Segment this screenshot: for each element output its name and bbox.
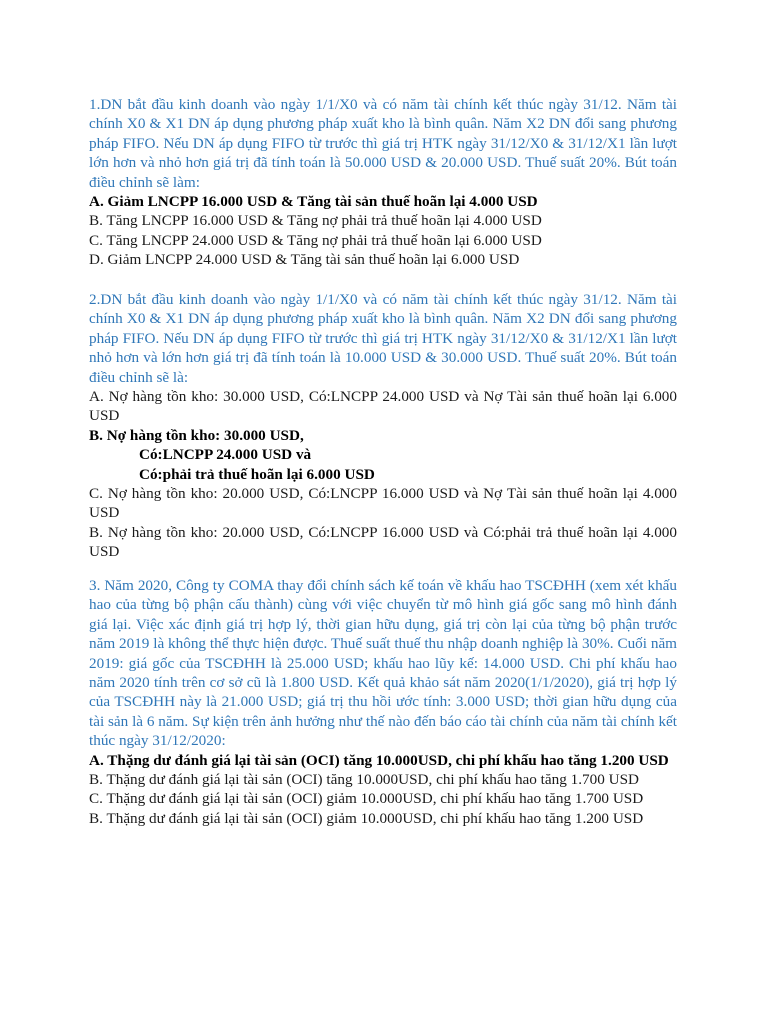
question-3-option-b: B. Thặng dư đánh giá lại tài sản (OCI) tăng 10.000USD, chi phí khấu hao tăng 1.700 USD [89, 771, 639, 789]
question-2-option-b-line-3: Có:phải trả thuế hoãn lại 6.000 USD [139, 465, 375, 483]
question-1-option-a: A. Giảm LNCPP 16.000 USD & Tăng tài sản thuế hoãn lại 4.000 USD [89, 193, 538, 211]
question-2-stem: 2.DN bắt đầu kinh doanh vào ngày 1/1/X0 và có năm tài chính kết thúc ngày 31/12. Năm tài chính X0 & X1 DN áp dụng phương pháp xuất kho là bình quân. Năm X2 DN đổi sang phương pháp FIFO. Nếu DN áp dụng FIFO từ trước thì giá trị HTK ngày 31/12/X0 & 31/12/X1 lần lượt nhỏ hơn và lớn hơn giá trị đã tính toán là 10.000 USD & 30.000 USD. Thuế suất 20%. Bút toán điều chỉnh sẽ là: [89, 291, 677, 386]
question-2-option-b-line-2: Có:LNCPP 24.000 USD và [139, 446, 312, 464]
question-1-stem: 1.DN bắt đầu kinh doanh vào ngày 1/1/X0 và có năm tài chính kết thúc ngày 31/12. Năm tài chính X0 & X1 DN áp dụng phương pháp xuất kho là bình quân. Năm X2 DN đổi sang phương pháp FIFO. Nếu DN áp dụng FIFO từ trước thì giá trị HTK ngày 31/12/X0 & 31/12/X1 lần lượt lớn hơn và nhỏ hơn giá trị đã tính toán là 50.000 USD & 20.000 USD. Thuế suất 20%. Bút toán điều chỉnh sẽ làm: [89, 96, 677, 191]
question-1-option-b: B. Tăng LNCPP 16.000 USD & Tăng nợ phải trả thuế hoãn lại 4.000 USD [89, 212, 542, 230]
question-3-option-d: B. Thặng dư đánh giá lại tài sản (OCI) giảm 10.000USD, chi phí khấu hao tăng 1.200 USD [89, 809, 644, 827]
question-3 [89, 576, 677, 828]
question-2-option-c: C. Nợ hàng tồn kho: 20.000 USD, Có:LNCPP 16.000 USD và Nợ Tài sản thuế hoãn lại 4.000 USD [89, 485, 677, 522]
question-2 [89, 290, 677, 562]
question-1-option-c: C. Tăng LNCPP 24.000 USD & Tăng nợ phải trả thuế hoãn lại 6.000 USD [89, 231, 542, 249]
question-1 [89, 95, 677, 270]
question-2-option-a: A. Nợ hàng tồn kho: 30.000 USD, Có:LNCPP 24.000 USD và Nợ Tài sản thuế hoãn lại 6.000 USD [89, 388, 677, 425]
question-1-option-d: D. Giảm LNCPP 24.000 USD & Tăng tài sản thuế hoãn lại 6.000 USD [89, 251, 520, 269]
question-3-stem: 3. Năm 2020, Công ty COMA thay đổi chính sách kế toán về khấu hao TSCĐHH (xem xét khấu hao của từng bộ phận cấu thành) cùng với việc chuyển từ mô hình giá gốc sang mô hình đánh giá lại. Việc xác định giá trị hợp lý, thời gian hữu dụng, giá trị còn lại của từng bộ phận trước năm 2019 là không thể thực hiện được. Thuế suất thuế thu nhập doanh nghiệp là 30%. Cuối năm 2019: giá gốc của TSCĐHH là 25.000 USD; khấu hao lũy kế: 14.000 USD. Chi phí khấu hao năm 2020 tính trên cơ sở cũ là 1.800 USD. Kết quả khảo sát năm 2020(1/1/2020), giá trị hợp lý của TSCĐHH này là 21.000 USD; giá trị thu hồi ước tính: 3.000 USD; thời gian hữu dụng của tài sản là 6 năm. Sự kiện trên ảnh hưởng như thế nào đến báo cáo tài chính của năm tài chính kết thúc ngày 31/12/2020: [89, 577, 677, 750]
question-3-option-a: A. Thặng dư đánh giá lại tài sản (OCI) tăng 10.000USD, chi phí khấu hao tăng 1.200 USD [89, 751, 669, 769]
question-2-option-d: B. Nợ hàng tồn kho: 20.000 USD, Có:LNCPP 16.000 USD và Có:phải trả thuế hoãn lại 4.000 USD [89, 523, 677, 561]
question-2-option-b-line-1: B. Nợ hàng tồn kho: 30.000 USD, [89, 426, 304, 444]
question-3-option-c: C. Thặng dư đánh giá lại tài sản (OCI) giảm 10.000USD, chi phí khấu hao tăng 1.700 USD [89, 790, 644, 808]
